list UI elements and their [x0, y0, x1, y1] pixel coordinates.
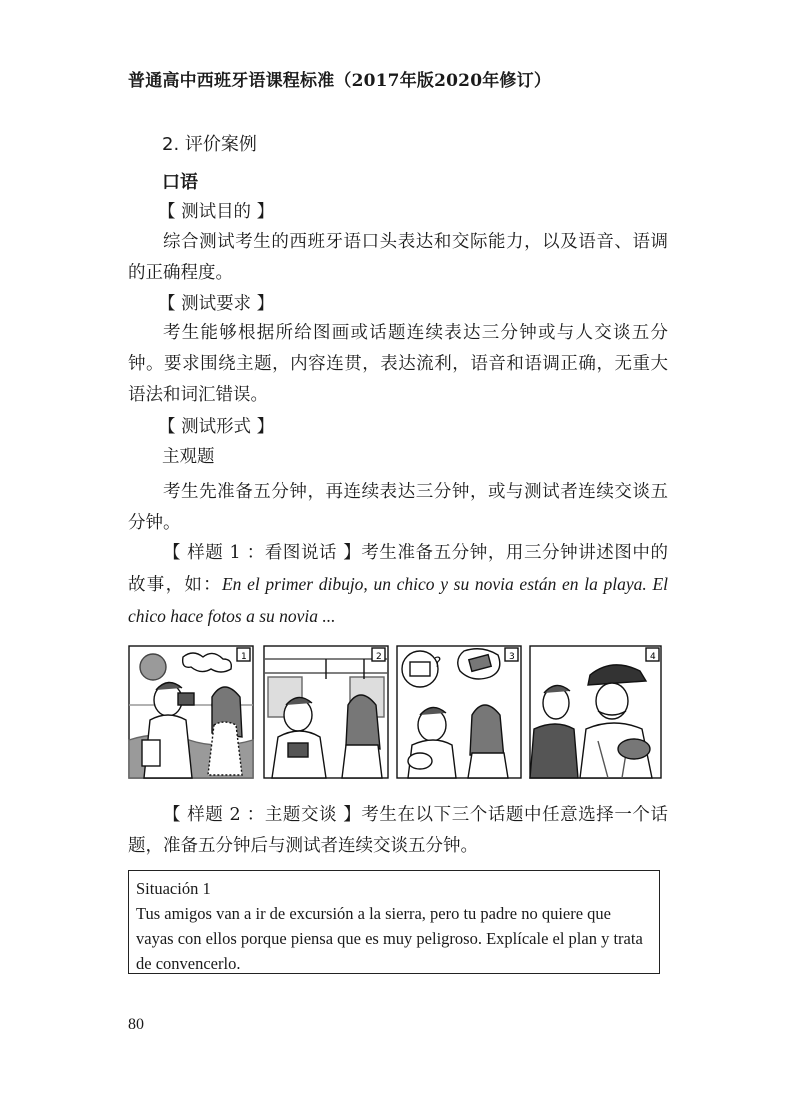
running-header: 普通高中西班牙语课程标准（2017年版2020年修订）: [128, 71, 552, 91]
comic-panel-3: [397, 646, 521, 778]
format-label: 【 测试形式 】: [158, 417, 275, 437]
format-text: 考生先准备五分钟，再连续表达三分钟，或与测试者连续交谈五分钟。: [128, 482, 668, 533]
sample1-label: 【 样题 1 ：看图说话 】: [163, 543, 362, 563]
purpose-label: 【 测试目的 】: [158, 202, 275, 222]
situation-text: Tus amigos van a ir de excursión a la sierra, pero tu padre no quiere que vayas con ellos porque piensa que es muy peligroso. Explícale el plan y trata de convencerlo.: [136, 904, 643, 973]
page-number: 80: [128, 1016, 144, 1033]
comic-panel-1: [129, 646, 253, 778]
comic-panel-4: [530, 646, 661, 778]
panel-number-1: 1: [241, 652, 247, 662]
requirements-label: 【 测试要求 】: [158, 294, 275, 314]
format-type: 主观题: [162, 447, 215, 467]
subsection-heading: 口语: [162, 172, 198, 193]
sample1-text: 考生准备五分钟，用三分钟讲述图中的故事，如：: [128, 543, 669, 595]
purpose-text: 综合测试考生的西班牙语口头表达和交际能力，以及语音、语调的正确程度。: [128, 232, 668, 283]
sample2-text: 考生在以下三个话题中任意选择一个话题，准备五分钟后与测试者连续交谈五分钟。: [128, 805, 669, 856]
panel-number-3: 3: [509, 652, 515, 662]
panel-number-2: 2: [376, 652, 382, 662]
situation-title: Situación 1: [136, 879, 211, 898]
comic-strip-image: [128, 645, 662, 779]
svg-text:?: ?: [434, 655, 442, 671]
situation-box: [128, 870, 660, 974]
sample1-paragraph: [128, 538, 668, 633]
sample2-paragraph: [128, 800, 668, 862]
section-heading: 2. 评价案例: [162, 134, 257, 155]
sample2-label: 【 样题 2 ：主题交谈 】: [163, 805, 362, 825]
requirements-text: 考生能够根据所给图画或话题连续表达三分钟或与人交谈五分钟。要求围绕主题，内容连贯，表达流利，语音和语调正确，无重大语法和词汇错误。: [128, 323, 668, 405]
comic-panel-2: [264, 646, 388, 778]
sample1-example: En el primer dibujo, un chico y su novia están en la playa. El chico hace fotos a su novia ...: [128, 574, 668, 626]
panel-number-4: 4: [650, 652, 656, 662]
